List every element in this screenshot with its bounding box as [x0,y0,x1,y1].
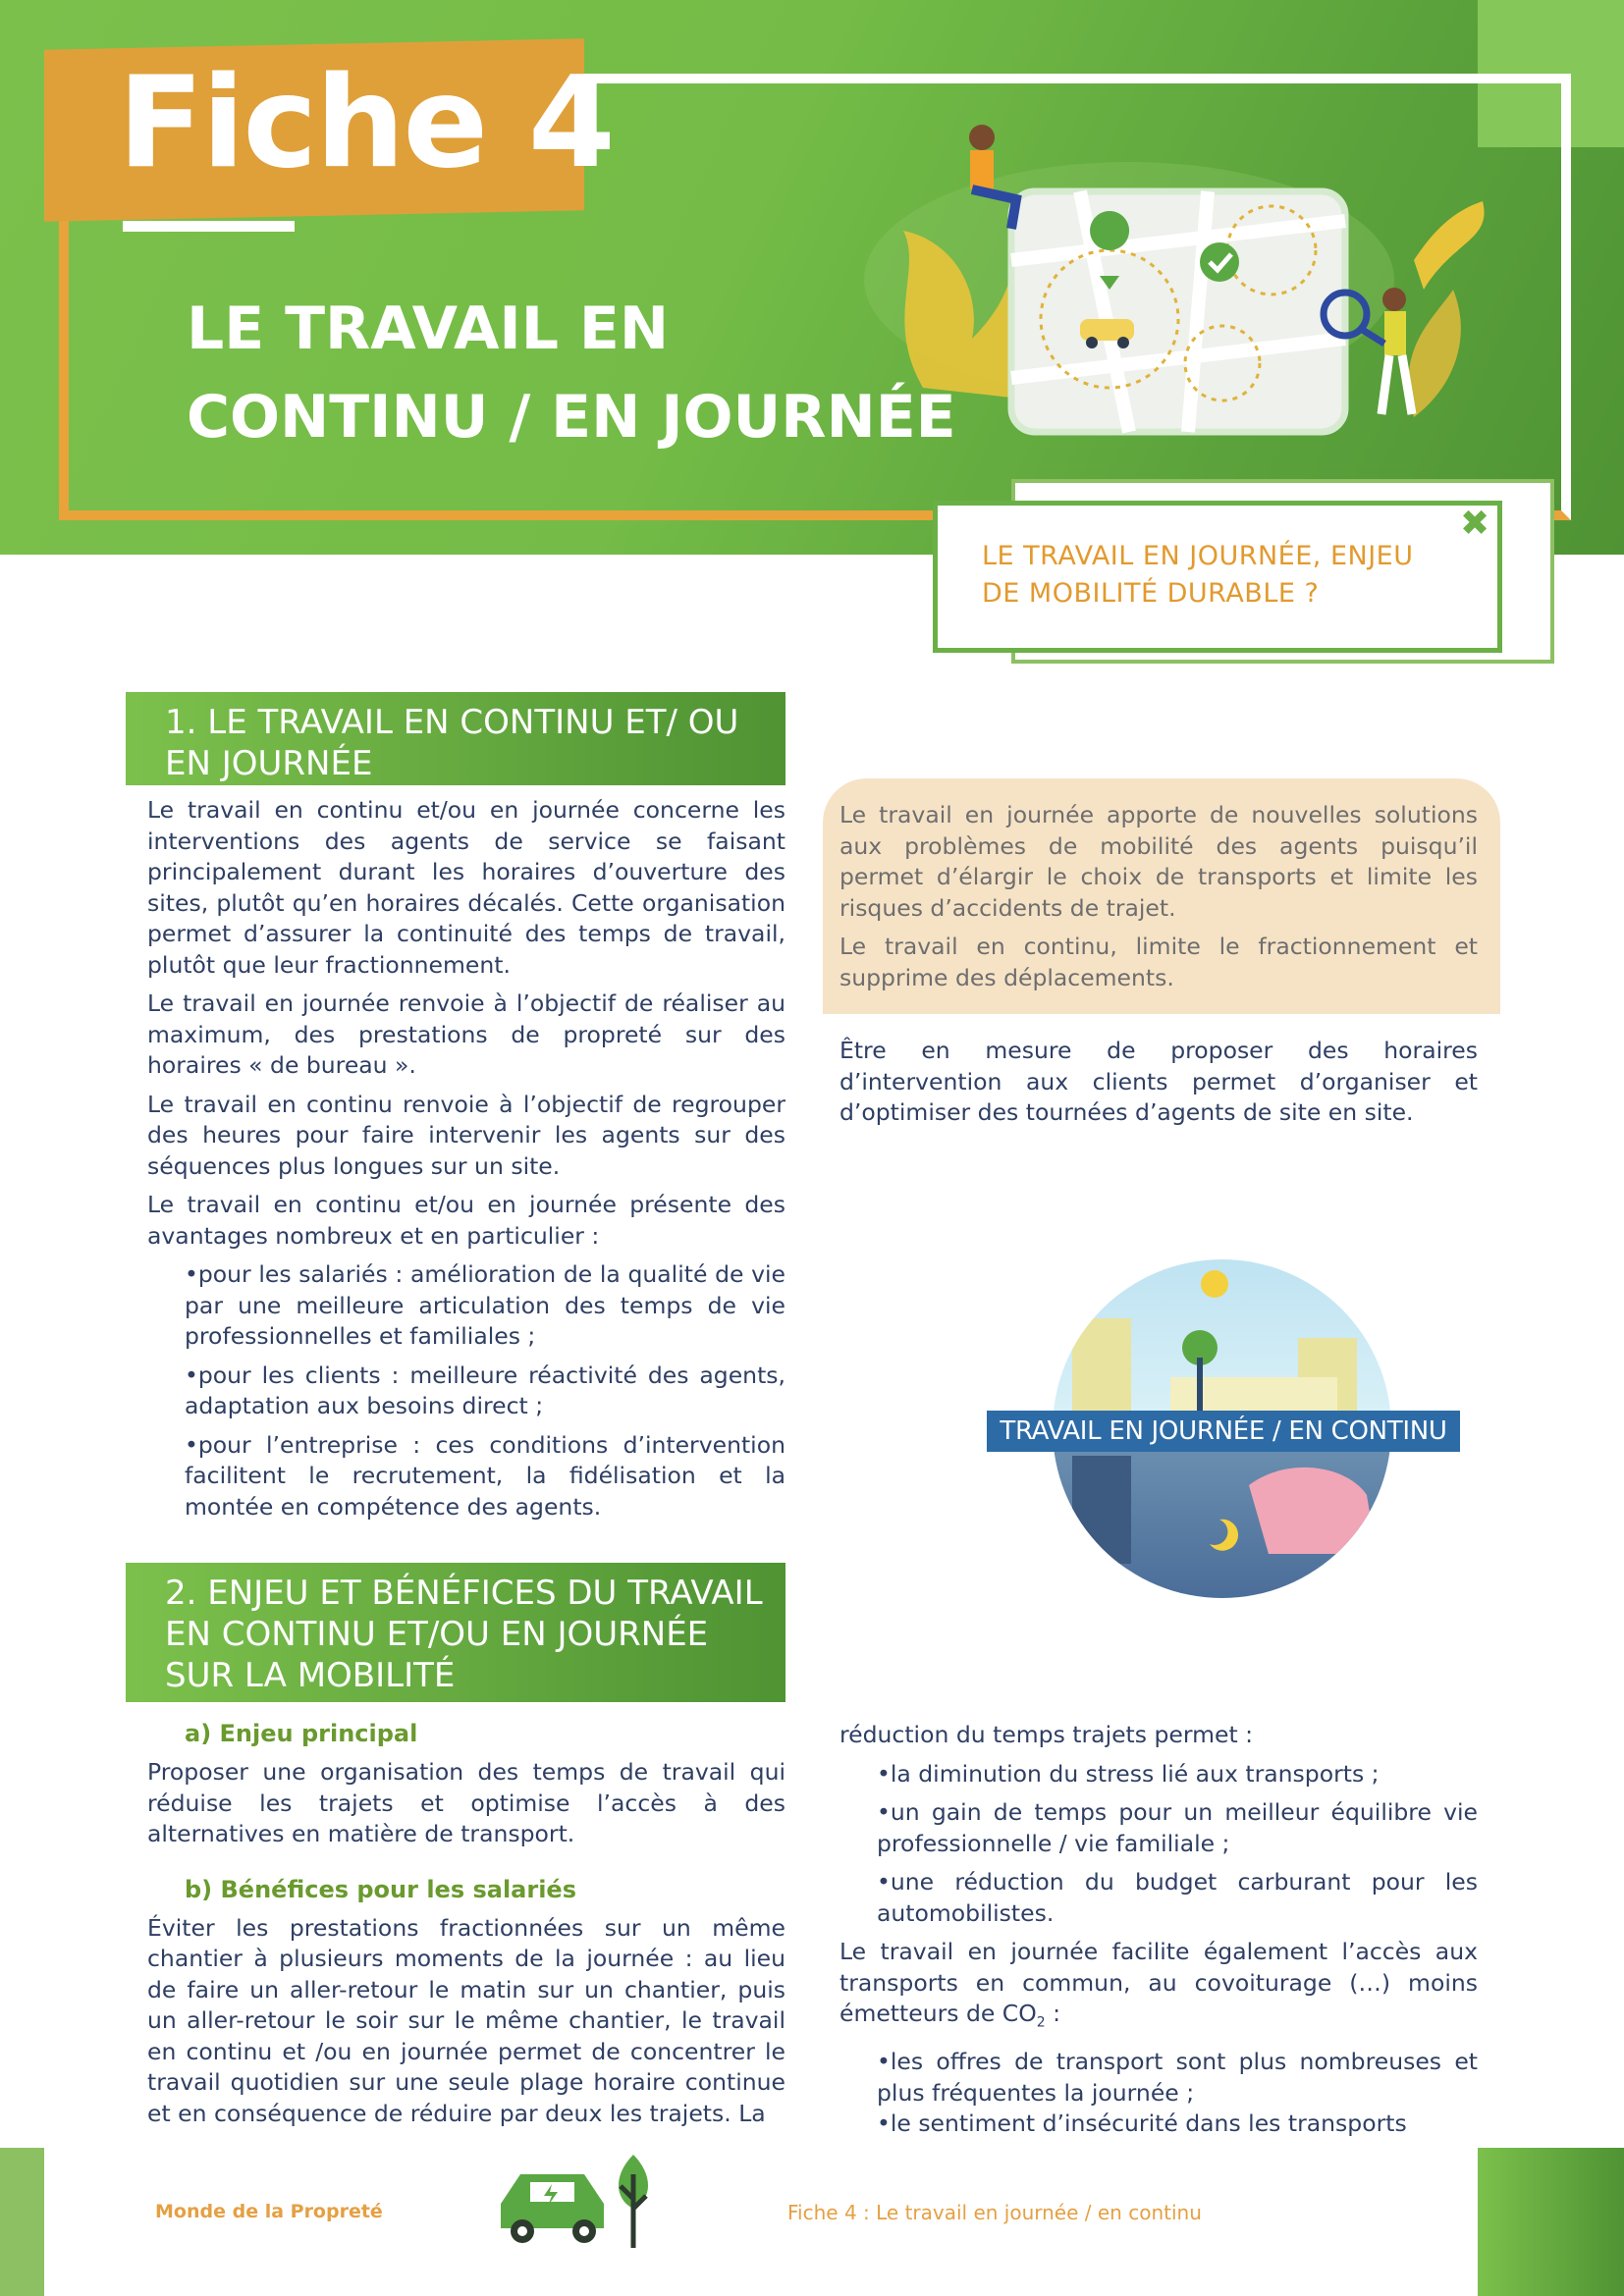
title-line-2: CONTINU / EN JOURNÉE [187,383,956,452]
section-1-paragraph: Le travail en continu renvoie à l’objectif de regrouper des heures pour faire intervenir les agents sur des séquences plus longues sur un site. [147,1090,785,1180]
section-1-heading [126,692,785,785]
callout-text [839,800,1478,1001]
section-2-heading [126,1563,785,1702]
bullet-item: •pour les clients : meilleure réactivité des agents, adaptation aux besoins direct ; [185,1361,785,1419]
footer-brand: Monde de la Propreté [155,2201,383,2222]
bullet-item: •pour l’entreprise : ces conditions d’intervention facilitent le recrutement, la fidélisation et la montée en compétence des agents. [185,1430,785,1521]
section-1-paragraph: Le travail en journée renvoie à l’objectif de réaliser au maximum, des prestations de propreté sur des horaires « de bureau ». [147,989,785,1079]
title-line-1: LE TRAVAIL EN [187,294,670,363]
section-2-heading-line-1: 2. ENJEU ET BÉNÉFICES DU TRAVAIL [165,1574,763,1613]
bullet-item: •une réduction du budget carburant pour les automobilistes. [877,1868,1478,1927]
question-line-1: LE TRAVAIL EN JOURNÉE, ENJEU [982,541,1414,571]
section-2-right-column [839,1720,1478,2148]
bullet-item: •le sentiment d’insécurité dans les transports [877,2109,1407,2138]
section-1-heading-line-2: EN JOURNÉE [165,744,373,783]
mobility-map-illustration [864,93,1492,466]
section-1-heading-line-1: 1. LE TRAVAIL EN CONTINU ET/ OU [165,703,739,742]
right-paragraph: Être en mesure de proposer des horaires d’intervention aux clients permet d’organiser et d’optimiser des tournées d’agents de site en site. [839,1037,1478,1126]
paragraph-b: Éviter les prestations fractionnées sur un même chantier à plusieurs moments de la journée : au lieu de faire un aller-retour le matin sur un chantier, puis un aller-retour le soir sur le même chantier, le travail en continu et /ou en journée permet de concentrer le travail quotidien sur une seule plage horaire continue et en conséquence de réduire par deux les trajets. La [147,1913,785,2127]
bullet-item: •un gain de temps pour un meilleur équilibre vie professionnelle / vie familiale ; [877,1798,1478,1857]
co2-subscript: 2 [1036,2014,1046,2031]
page-title [187,285,956,461]
section-2-heading-line-2: EN CONTINU ET/OU EN JOURNÉE [165,1615,709,1654]
bullet-item: •les offres de transport sont plus nombreuses et plus fréquentes la journée ; [877,2048,1478,2107]
section-2-left-column [147,1720,785,2137]
paragraph-a: Proposer une organisation des temps de travail qui réduise les trajets et optimise l’accès à des alternatives en matière de transport. [147,1758,785,1847]
callout-paragraph-2: Le travail en continu, limite le fractionnement et supprime des déplacements. [839,933,1478,991]
section-2-heading-line-3: SUR LA MOBILITÉ [165,1656,456,1695]
footer-accent-right [1478,2148,1624,2296]
footer-accent-left [0,2148,44,2296]
close-icon: ✖ [1460,504,1490,544]
callout-paragraph-1: Le travail en journée apporte de nouvelles solutions aux problèmes de mobilité des agents puisqu’il permet d’élargir le choix de transports et limite les risques d’accidents de trajet. [839,801,1478,922]
transport-paragraph-end: : [1045,2000,1061,2027]
subheading-a: a) Enjeu principal [185,1720,418,1747]
section-1-body [147,795,785,1530]
right-paragraph-block [839,1036,1478,1137]
bullet-item: •la diminution du stress lié aux transports ; [877,1759,1380,1788]
transport-paragraph [839,1937,1478,2039]
subheading-b: b) Bénéfices pour les salariés [185,1875,576,1903]
fiche-underline [123,221,295,232]
section-1-paragraph: Le travail en continu et/ou en journée présente des avantages nombreux et en particulier : [147,1191,785,1250]
right-intro: réduction du temps trajets permet : [839,1721,1254,1748]
question-text [982,538,1492,613]
bullet-item: •pour les salariés : amélioration de la qualité de vie par une meilleure articulation des temps de vie professionnelles et familiales ; [185,1260,785,1350]
section-1-paragraph: Le travail en continu et/ou en journée concerne les interventions des agents de service se faisant principalement durant les horaires d’ouverture des sites, plutôt qu’en horaires décalés. Cette organisation permet d’assurer la continuité des temps de travail, plutôt que leur fractionnement. [147,796,785,979]
eco-car-icon [491,2145,663,2253]
transport-paragraph-main: Le travail en journée facilite également l’accès aux transports en commun, au covoiturage (…) moins émetteurs de CO [839,1938,1478,2027]
question-line-2: DE MOBILITÉ DURABLE ? [982,578,1320,609]
footer-page-label: Fiche 4 : Le travail en journée / en continu [787,2201,1202,2224]
fiche-label: Fiche 4 [118,50,614,196]
illustration-label: TRAVAIL EN JOURNÉE / EN CONTINU [987,1411,1460,1452]
